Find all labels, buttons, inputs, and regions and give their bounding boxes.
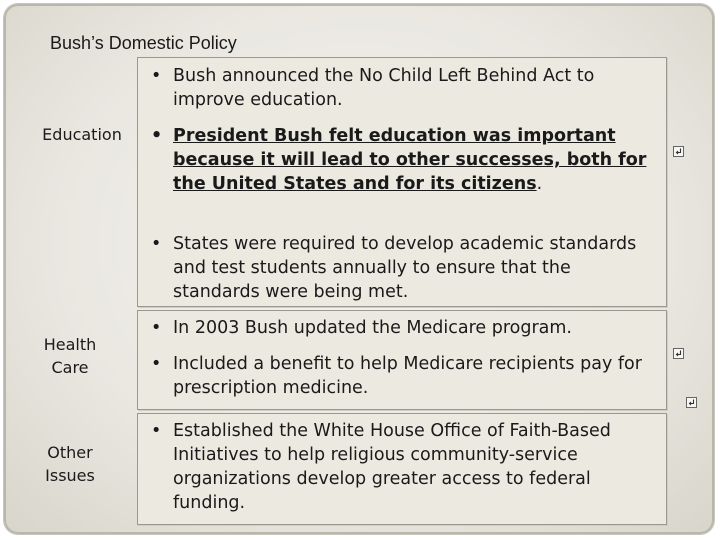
section-label-health-care: Health Care	[43, 335, 97, 377]
section-label-other-issues: Other Issues	[45, 443, 95, 485]
bullet-education-importance-link[interactable]	[146, 124, 660, 196]
bullet-text-end: .	[536, 174, 543, 194]
bullet-text: States were required to develop academic standards and test students annually to ensure that the standards were being met.	[173, 234, 637, 302]
bullet-medicare-update	[146, 316, 660, 340]
return-link-icon[interactable]	[673, 348, 684, 359]
bullet-text: Included a benefit to help Medicare recipients pay for prescription medicine.	[173, 354, 642, 398]
section-label-education: Education	[42, 125, 122, 144]
bullet-faith-based-initiatives	[146, 419, 660, 515]
page-title: Bush’s Domestic Policy	[50, 33, 237, 53]
bullet-academic-standards	[146, 232, 660, 304]
bullet-prescription-benefit	[146, 352, 660, 400]
other-issues-box	[137, 413, 667, 525]
health-care-box	[137, 310, 667, 410]
education-box	[137, 57, 667, 307]
hyperlink-text[interactable]: President Bush felt education was important because it will lead to other successes, both for the United States and for its citizens	[173, 126, 647, 194]
return-link-icon[interactable]	[686, 397, 697, 408]
return-link-icon[interactable]	[673, 146, 684, 157]
bullet-text: In 2003 Bush updated the Medicare program.	[173, 318, 572, 338]
bullet-text: Established the White House Office of Faith-Based Initiatives to help religious community-service organizations develop greater access to federal funding.	[173, 421, 611, 513]
bullet-text: Bush announced the No Child Left Behind Act to improve education.	[173, 66, 595, 110]
bullet-no-child-left-behind	[146, 64, 660, 112]
